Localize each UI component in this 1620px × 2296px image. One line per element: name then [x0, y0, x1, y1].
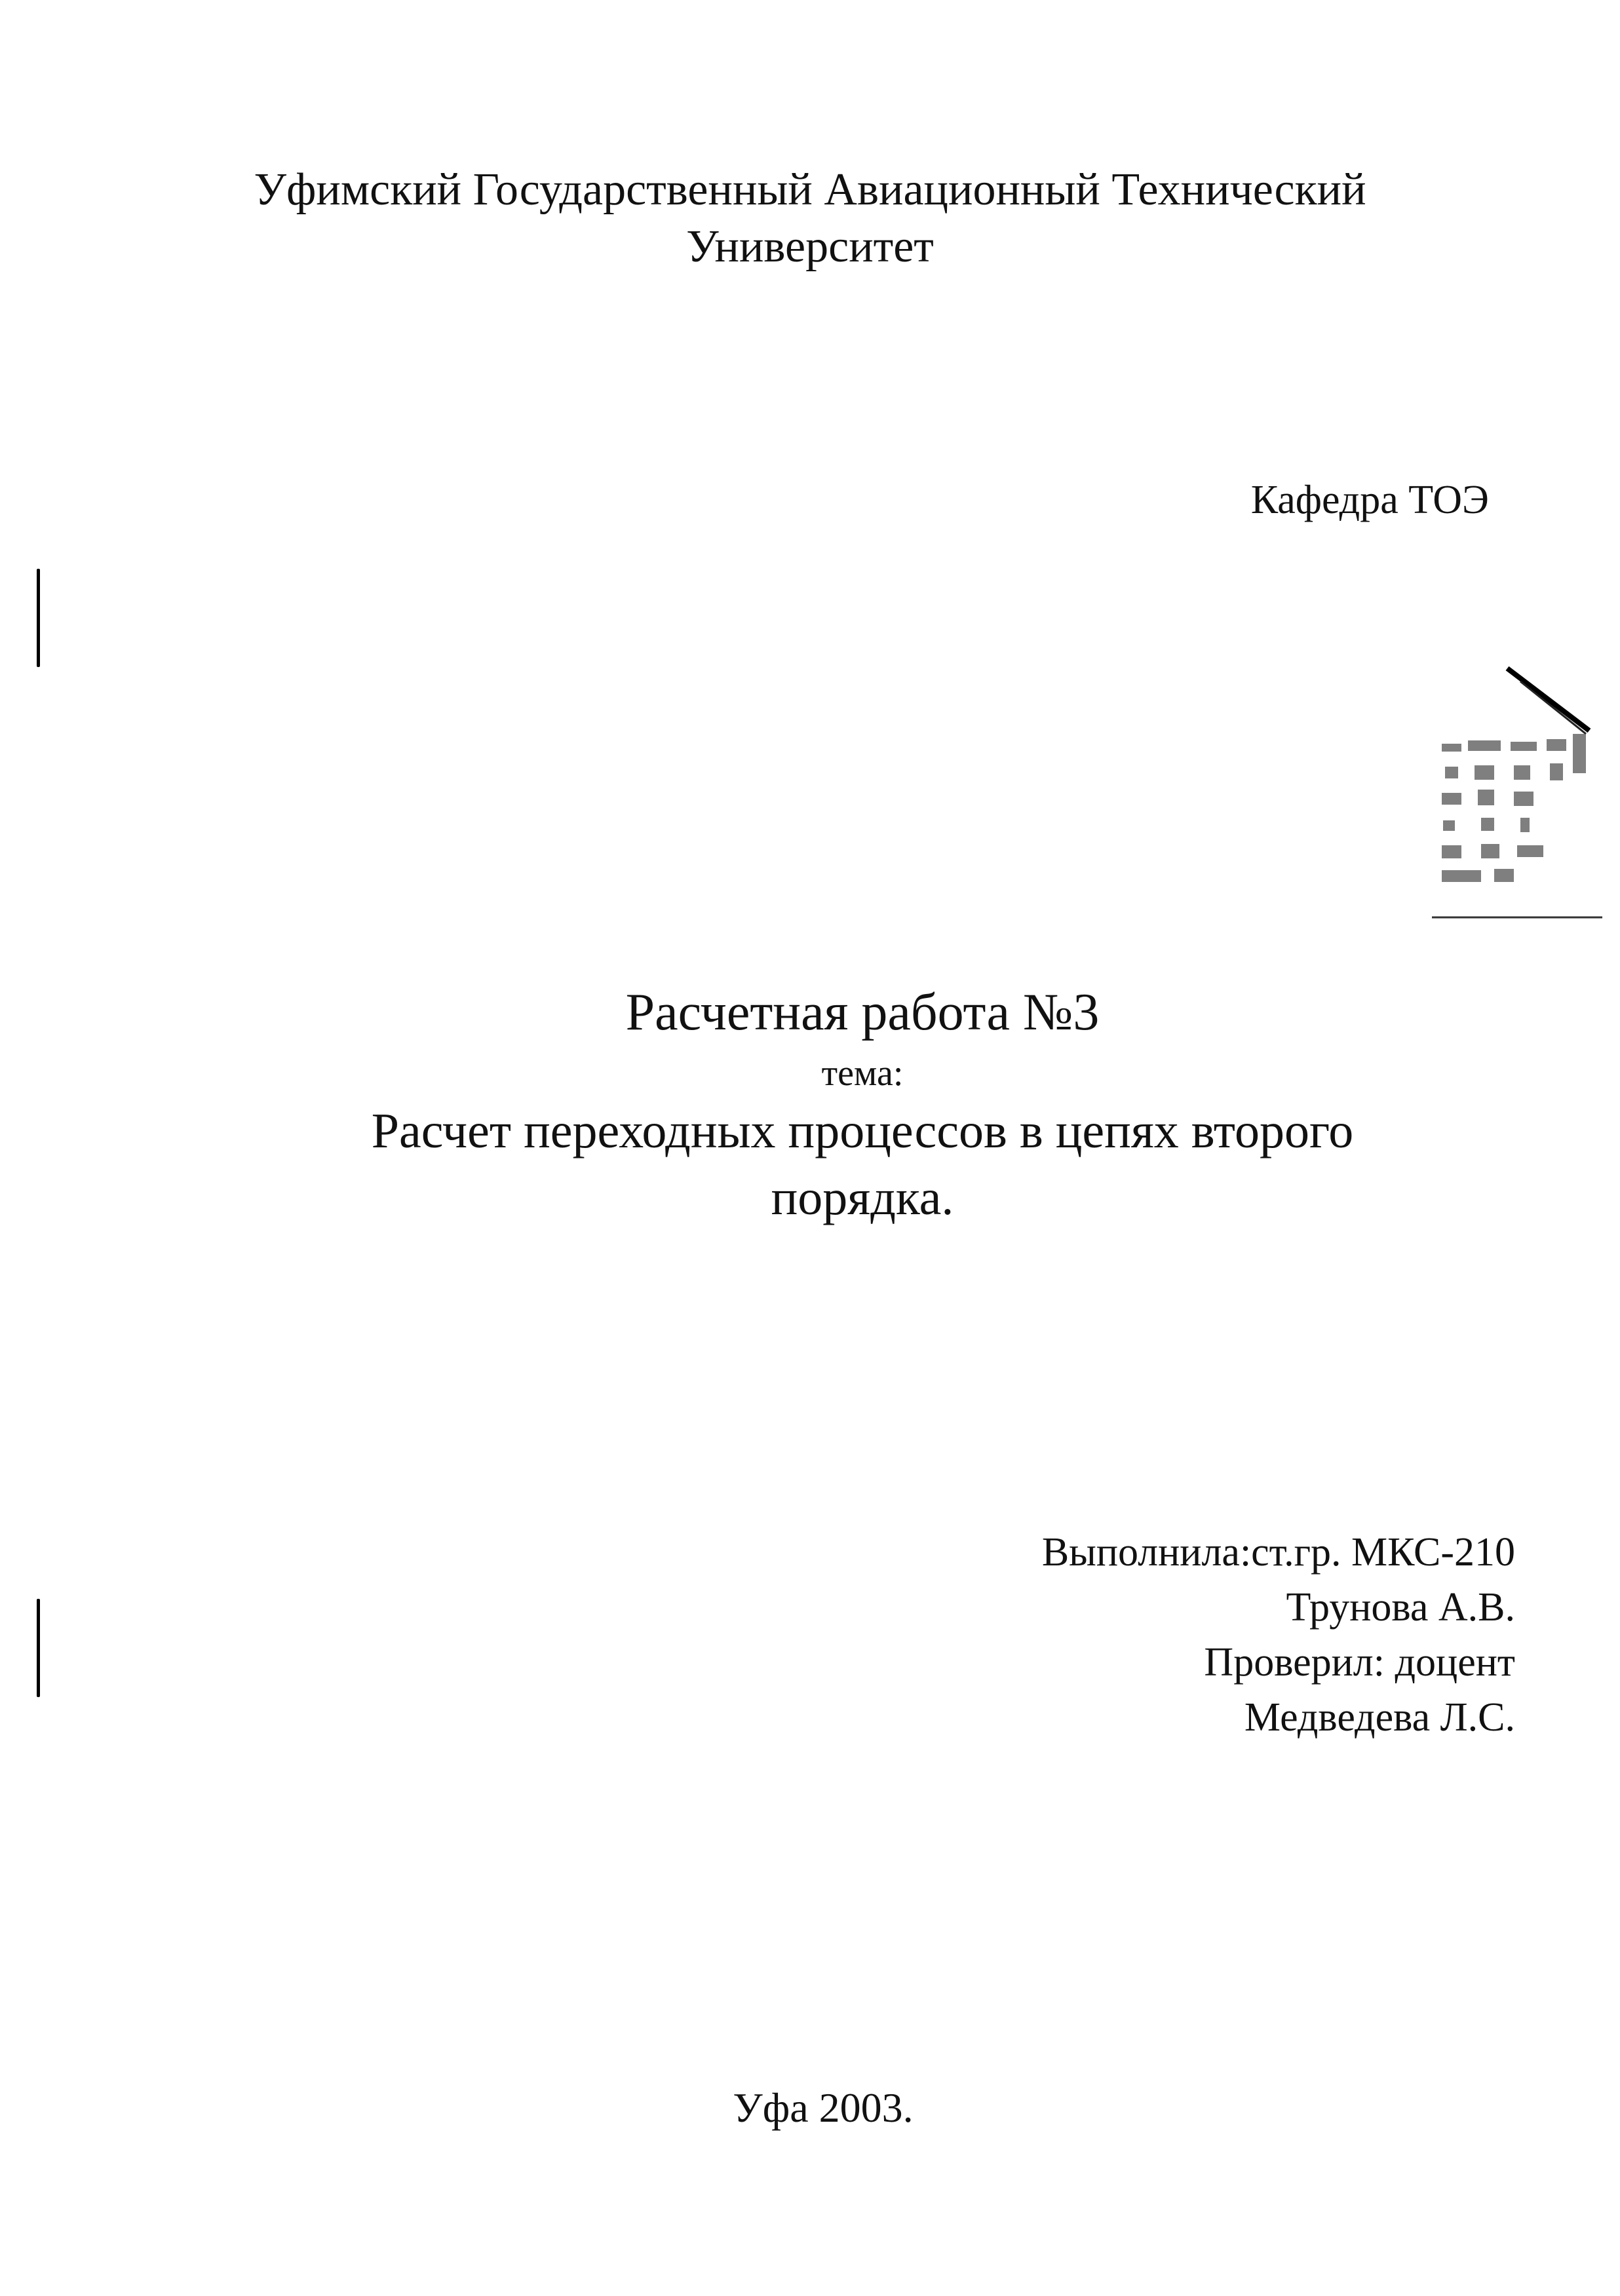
- university-line-2: Университет: [686, 221, 934, 272]
- work-title: Расчетная работа №3: [625, 984, 1100, 1041]
- library-stamp-icon: [1429, 655, 1606, 930]
- checked-name: Медведева Л.С.: [1244, 1695, 1515, 1740]
- performed-name: Трунова А.В.: [1286, 1585, 1515, 1630]
- university-line-1: Уфимский Государственный Авиационный Технический: [254, 164, 1366, 215]
- department-label: Кафедра ТОЭ: [1250, 478, 1489, 522]
- topic-line-1: Расчет переходных процессов в цепях второго: [371, 1103, 1354, 1158]
- binder-mark-icon: [37, 1599, 40, 1697]
- checked-by: Проверил: доцент: [1204, 1640, 1515, 1685]
- tema-label: тема:: [821, 1053, 904, 1094]
- city-year: Уфа 2003.: [733, 2084, 914, 2131]
- performed-by: Выполнила:ст.гр. МКС-210: [1041, 1530, 1515, 1575]
- binder-mark-icon: [37, 569, 40, 667]
- topic-line-2: порядка.: [771, 1170, 954, 1225]
